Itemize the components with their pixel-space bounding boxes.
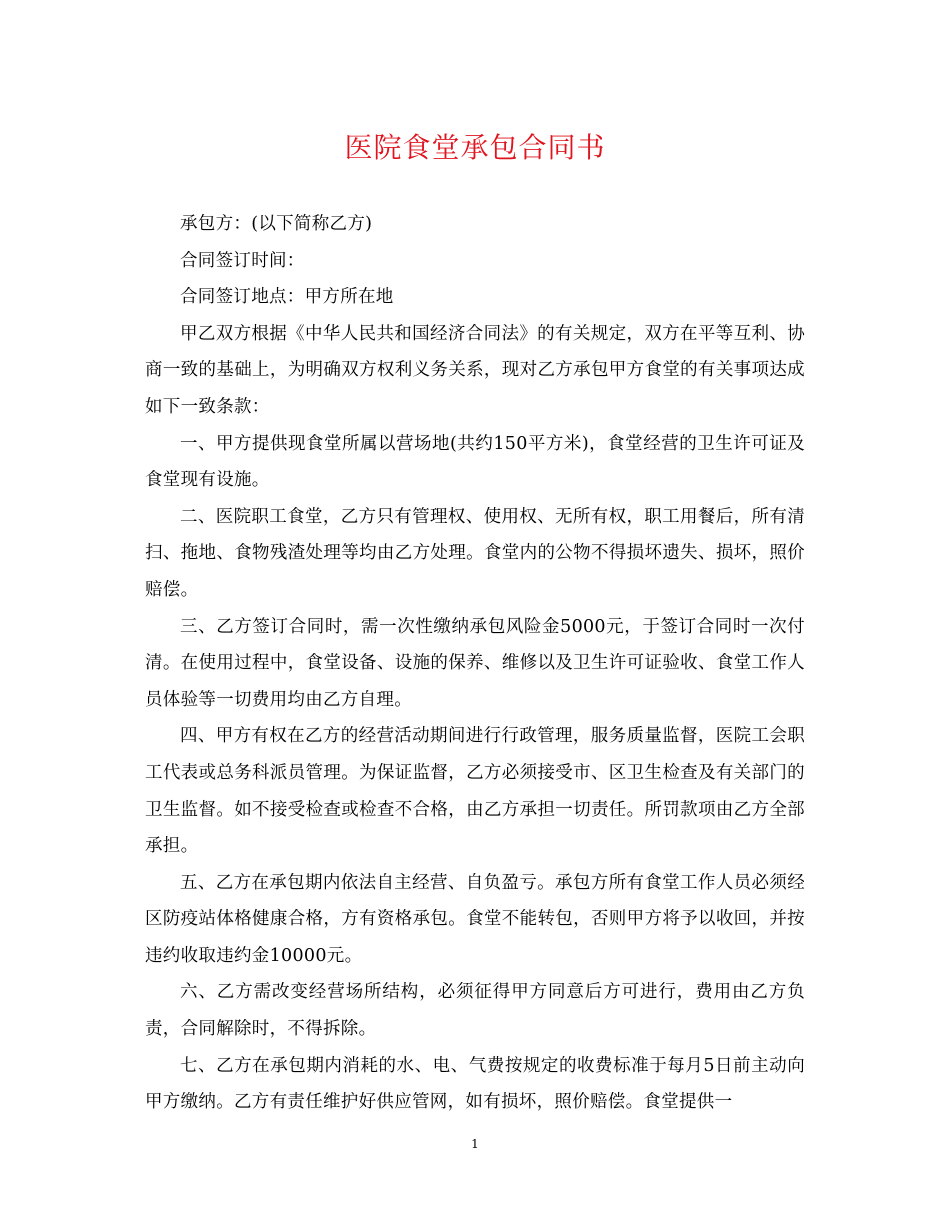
signing-time-line: 合同签订时间： — [180, 250, 305, 271]
clause-2: 二、医院职工食堂，乙方只有管理权、使用权、无所有权，职工用餐后，所有清扫、拖地、食物残渣处理等均由乙方处理。食堂内的公物不得损坏遗失、损坏，照价赔偿。 — [145, 506, 805, 600]
clause-4: 四、甲方有权在乙方的经营活动期间进行行政管理，服务质量监督，医院工会职工代表或总务科派员管理。为保证监督，乙方必须接受市、区卫生检查及有关部门的卫生监督。如不接受检查或检查不合格，由乙方承担一切责任。所罚款项由乙方全部承担。 — [145, 726, 805, 857]
contractor-line: 承包方：(以下简称乙方) — [180, 214, 373, 234]
clause-6: 六、乙方需改变经营场所结构，必须征得甲方同意后方可进行，费用由乙方负责，合同解除时，不得拆除。 — [145, 982, 805, 1040]
clause-1: 一、甲方提供现食堂所属以营场地(共约150平方米)，食堂经营的卫生许可证及食堂现有设施。 — [145, 433, 805, 491]
document-body — [145, 206, 805, 1121]
page-number: 1 — [471, 1137, 479, 1151]
preamble-paragraph: 甲乙双方根据《中华人民共和国经济合同法》的有关规定，双方在平等互利、协商一致的基础上，为明确双方权利义务关系，现对乙方承包甲方食堂的有关事项达成如下一致条款： — [145, 323, 805, 417]
clause-5: 五、乙方在承包期内依法自主经营、自负盈亏。承包方所有食堂工作人员必须经区防疫站体格健康合格，方有资格承包。食堂不能转包，否则甲方将予以收回，并按违约收取违约金10000元。 — [145, 872, 805, 966]
clause-3: 三、乙方签订合同时，需一次性缴纳承包风险金5000元，于签订合同时一次付清。在使用过程中，食堂设备、设施的保养、维修以及卫生许可证验收、食堂工作人员体验等一切费用均由乙方自理。 — [145, 616, 805, 710]
document-title: 医院食堂承包合同书 — [344, 131, 606, 164]
signing-place-line: 合同签订地点：甲方所在地 — [180, 287, 394, 308]
clause-7: 七、乙方在承包期内消耗的水、电、气费按规定的收费标准于每月5日前主动向甲方缴纳。乙方有责任维护好供应管网，如有损坏，照价赔偿。食堂提供一 — [145, 1055, 805, 1113]
